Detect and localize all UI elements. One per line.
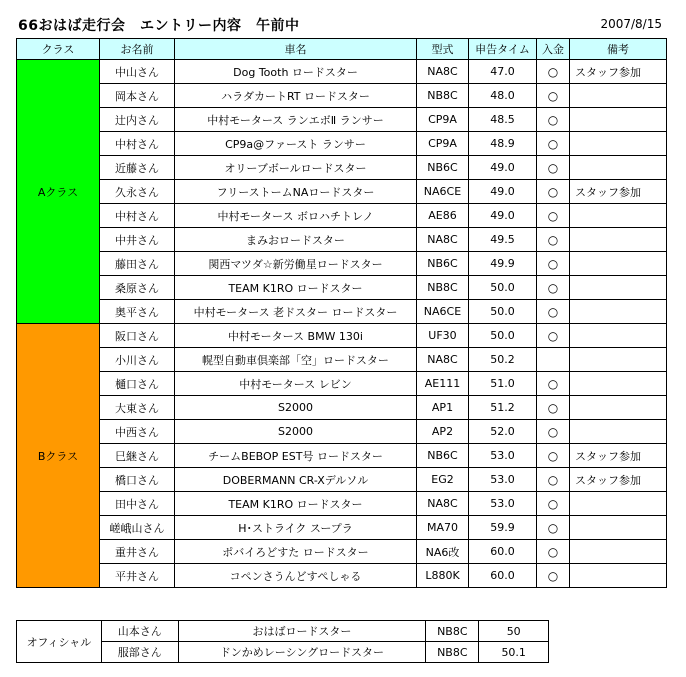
- page-title: 66おはば走行会 エントリー内容 午前中: [18, 18, 300, 34]
- table-row: [17, 444, 667, 468]
- entry-table: [16, 38, 667, 588]
- table-row: [17, 84, 667, 108]
- table-row: [17, 252, 667, 276]
- declared-time: 50.0: [469, 276, 537, 300]
- payment-status: ○: [537, 108, 570, 132]
- declared-time: 50.2: [469, 348, 537, 372]
- note: スタッフ参加: [570, 180, 667, 204]
- event-date: 2007/8/15: [600, 17, 662, 31]
- payment-status: ○: [537, 180, 570, 204]
- car-model: AE86: [417, 204, 469, 228]
- declared-time: 49.5: [469, 228, 537, 252]
- note: [570, 540, 667, 564]
- driver-name: 橋口さん: [100, 468, 175, 492]
- declared-time: 48.0: [469, 84, 537, 108]
- class-label: Bクラス: [17, 324, 100, 588]
- car-name: ハラダカートRT ロードスター: [175, 84, 417, 108]
- payment-status: ○: [537, 492, 570, 516]
- official-car: おはばロードスター: [178, 621, 426, 642]
- declared-time: 50.0: [469, 324, 537, 348]
- car-model: L880K: [417, 564, 469, 588]
- car-model: MA70: [417, 516, 469, 540]
- payment-status: ○: [537, 468, 570, 492]
- driver-name: 岡本さん: [100, 84, 175, 108]
- declared-time: 51.0: [469, 372, 537, 396]
- driver-name: 奥平さん: [100, 300, 175, 324]
- payment-status: ○: [537, 396, 570, 420]
- car-name: まみおロードスター: [175, 228, 417, 252]
- declared-time: 60.0: [469, 540, 537, 564]
- declared-time: 48.5: [469, 108, 537, 132]
- table-row: [17, 108, 667, 132]
- class-label: Aクラス: [17, 60, 100, 324]
- car-model: NA8C: [417, 228, 469, 252]
- driver-name: 近藤さん: [100, 156, 175, 180]
- declared-time: 53.0: [469, 492, 537, 516]
- official-name: 山本さん: [101, 621, 178, 642]
- driver-name: 巳継さん: [100, 444, 175, 468]
- table-row: [17, 372, 667, 396]
- col-header-model: 型式: [417, 39, 469, 60]
- official-time: 50: [479, 621, 549, 642]
- driver-name: 中西さん: [100, 420, 175, 444]
- car-name: コペンさうんどすぺしゃる: [175, 564, 417, 588]
- note: [570, 252, 667, 276]
- note: [570, 516, 667, 540]
- car-model: NB6C: [417, 252, 469, 276]
- declared-time: 51.2: [469, 396, 537, 420]
- official-name: 服部さん: [101, 642, 178, 663]
- table-row: [17, 180, 667, 204]
- declared-time: 49.0: [469, 180, 537, 204]
- payment-status: ○: [537, 156, 570, 180]
- car-name: 中村モータース ランエボⅡ ランサー: [175, 108, 417, 132]
- car-model: CP9A: [417, 108, 469, 132]
- header-row: [17, 39, 667, 60]
- table-row: [17, 276, 667, 300]
- driver-name: 桑原さん: [100, 276, 175, 300]
- payment-status: ○: [537, 324, 570, 348]
- note: [570, 108, 667, 132]
- payment-status: ○: [537, 444, 570, 468]
- car-model: CP9A: [417, 132, 469, 156]
- declared-time: 60.0: [469, 564, 537, 588]
- table-row: [17, 156, 667, 180]
- note: [570, 396, 667, 420]
- table-row: [17, 300, 667, 324]
- note: スタッフ参加: [570, 444, 667, 468]
- payment-status: ○: [537, 276, 570, 300]
- declared-time: 53.0: [469, 444, 537, 468]
- declared-time: 49.0: [469, 204, 537, 228]
- driver-name: 小川さん: [100, 348, 175, 372]
- table-row: [17, 396, 667, 420]
- payment-status: ○: [537, 300, 570, 324]
- table-row: [17, 420, 667, 444]
- declared-time: 50.0: [469, 300, 537, 324]
- payment-status: ○: [537, 60, 570, 84]
- car-name: 幌型自動車倶楽部「空」ロードスター: [175, 348, 417, 372]
- driver-name: 辻内さん: [100, 108, 175, 132]
- table-row: [17, 324, 667, 348]
- car-model: NA6改: [417, 540, 469, 564]
- note: スタッフ参加: [570, 468, 667, 492]
- driver-name: 重井さん: [100, 540, 175, 564]
- note: [570, 324, 667, 348]
- declared-time: 49.0: [469, 156, 537, 180]
- car-name: 中村モータース BMW 130i: [175, 324, 417, 348]
- official-table: [16, 620, 549, 663]
- note: [570, 156, 667, 180]
- col-header-time: 申告タイム: [469, 39, 537, 60]
- car-name: DOBERMANN CR-Xデルソル: [175, 468, 417, 492]
- official-car: ドンかめレーシングロードスター: [178, 642, 426, 663]
- car-name: TEAM K1RO ロードスター: [175, 276, 417, 300]
- payment-status: ○: [537, 516, 570, 540]
- car-name: Dog Tooth ロードスター: [175, 60, 417, 84]
- car-name: ポバイろどすた ロードスター: [175, 540, 417, 564]
- car-model: AP1: [417, 396, 469, 420]
- note: [570, 276, 667, 300]
- note: [570, 84, 667, 108]
- note: スタッフ参加: [570, 60, 667, 84]
- official-model: NB8C: [426, 621, 479, 642]
- car-model: UF30: [417, 324, 469, 348]
- car-name: TEAM K1RO ロードスター: [175, 492, 417, 516]
- payment-status: ○: [537, 84, 570, 108]
- table-row: [17, 621, 549, 642]
- car-name: H･ストライク スープラ: [175, 516, 417, 540]
- car-model: AP2: [417, 420, 469, 444]
- table-row: [17, 60, 667, 84]
- payment-status: ○: [537, 420, 570, 444]
- payment-status: ○: [537, 540, 570, 564]
- table-row: [17, 492, 667, 516]
- payment-status: ○: [537, 252, 570, 276]
- table-row: [17, 348, 667, 372]
- declared-time: 48.9: [469, 132, 537, 156]
- note: [570, 420, 667, 444]
- payment-status: ○: [537, 228, 570, 252]
- table-row: [17, 540, 667, 564]
- payment-status: ○: [537, 564, 570, 588]
- car-model: NB8C: [417, 84, 469, 108]
- driver-name: 樋口さん: [100, 372, 175, 396]
- declared-time: 59.9: [469, 516, 537, 540]
- payment-status: ○: [537, 204, 570, 228]
- col-header-car: 車名: [175, 39, 417, 60]
- table-row: [17, 564, 667, 588]
- driver-name: 中村さん: [100, 204, 175, 228]
- car-model: NA8C: [417, 492, 469, 516]
- car-name: 中村モータース 老ドスター ロードスター: [175, 300, 417, 324]
- payment-status: ○: [537, 132, 570, 156]
- col-header-paid: 入金: [537, 39, 570, 60]
- car-name: オリーブボールロードスター: [175, 156, 417, 180]
- driver-name: 嵯峨山さん: [100, 516, 175, 540]
- car-name: S2000: [175, 396, 417, 420]
- car-name: CP9a@ファースト ランサー: [175, 132, 417, 156]
- table-row: [17, 516, 667, 540]
- note: [570, 228, 667, 252]
- official-model: NB8C: [426, 642, 479, 663]
- car-model: NA6CE: [417, 180, 469, 204]
- driver-name: 大東さん: [100, 396, 175, 420]
- declared-time: 53.0: [469, 468, 537, 492]
- car-name: 中村モータース レビン: [175, 372, 417, 396]
- driver-name: 平井さん: [100, 564, 175, 588]
- car-model: NA6CE: [417, 300, 469, 324]
- car-name: 関西マツダ☆新労働星ロードスター: [175, 252, 417, 276]
- note: [570, 492, 667, 516]
- note: [570, 204, 667, 228]
- car-model: NA8C: [417, 348, 469, 372]
- col-header-class: クラス: [17, 39, 100, 60]
- table-row: [17, 228, 667, 252]
- car-name: S2000: [175, 420, 417, 444]
- car-name: 中村モータース ボロハチトレノ: [175, 204, 417, 228]
- car-model: AE111: [417, 372, 469, 396]
- official-label: オフィシャル: [17, 621, 102, 663]
- driver-name: 中山さん: [100, 60, 175, 84]
- note: [570, 372, 667, 396]
- note: [570, 564, 667, 588]
- note: [570, 300, 667, 324]
- declared-time: 52.0: [469, 420, 537, 444]
- note: [570, 132, 667, 156]
- table-row: [17, 204, 667, 228]
- car-model: NB6C: [417, 156, 469, 180]
- official-time: 50.1: [479, 642, 549, 663]
- declared-time: 47.0: [469, 60, 537, 84]
- table-row: [17, 132, 667, 156]
- declared-time: 49.9: [469, 252, 537, 276]
- note: [570, 348, 667, 372]
- car-name: フリーストームNAロードスター: [175, 180, 417, 204]
- driver-name: 久永さん: [100, 180, 175, 204]
- driver-name: 中井さん: [100, 228, 175, 252]
- car-model: EG2: [417, 468, 469, 492]
- car-model: NB8C: [417, 276, 469, 300]
- car-model: NA8C: [417, 60, 469, 84]
- driver-name: 阪口さん: [100, 324, 175, 348]
- driver-name: 田中さん: [100, 492, 175, 516]
- col-header-name: お名前: [100, 39, 175, 60]
- col-header-note: 備考: [570, 39, 667, 60]
- driver-name: 中村さん: [100, 132, 175, 156]
- payment-status: ○: [537, 372, 570, 396]
- car-model: NB6C: [417, 444, 469, 468]
- car-name: チームBEBOP EST号 ロードスター: [175, 444, 417, 468]
- driver-name: 藤田さん: [100, 252, 175, 276]
- payment-status: [537, 348, 570, 372]
- table-row: [17, 468, 667, 492]
